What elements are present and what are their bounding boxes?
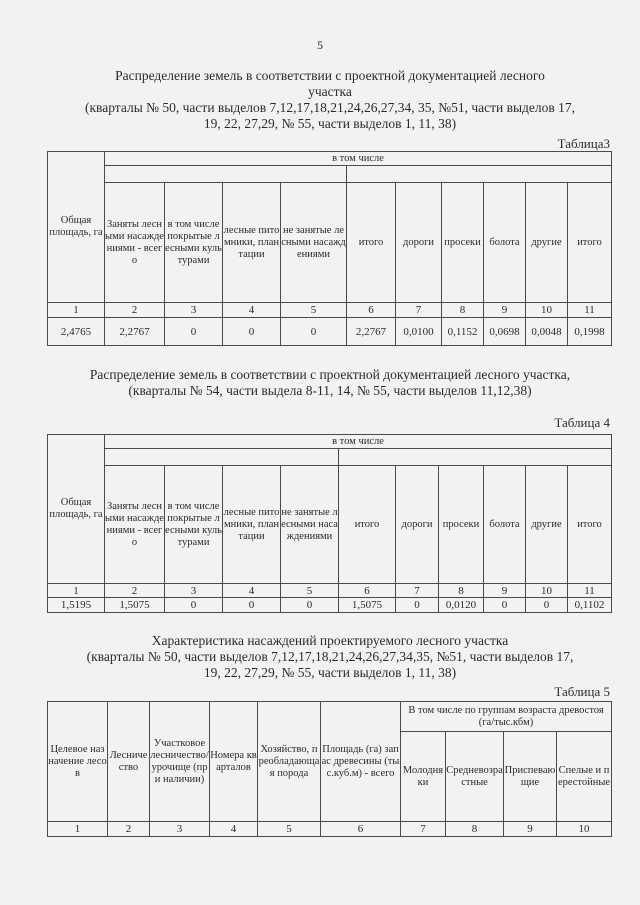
col-purpose: Целевое назначение лесов [48, 702, 108, 822]
table3 [47, 151, 612, 346]
col-forested: Заняты лесными насаждениями - всего [105, 183, 165, 303]
table3-label: Таблица3 [557, 136, 610, 151]
col-unforested: не занятые лесными насаждениями [281, 466, 339, 584]
col-young: Молодняки [401, 732, 446, 822]
col-forest-cultures: в том числе покрытые лесными культурами [165, 183, 223, 303]
col-nurseries: лесные питомники, плантации [223, 466, 281, 584]
header-total-area: Общая площадь, га [48, 152, 105, 303]
col-swamps: болота [484, 466, 526, 584]
col-forestry: Лесничество [108, 702, 150, 822]
header-total-area: Общая площадь, га [48, 435, 105, 584]
col-nurseries: лесные питомники, плантации [223, 183, 281, 303]
col-unforested: не занятые лесными насаждениями [281, 183, 347, 303]
col-other: другие [526, 183, 568, 303]
col-swamps: болота [484, 183, 526, 303]
column-numbers-row: 1 2 3 4 5 6 7 8 9 10 11 [48, 584, 612, 598]
col-ripening: Приспевающие [504, 732, 557, 822]
col-middle-aged: Средневозрастные [446, 732, 504, 822]
table5 [47, 701, 612, 837]
section3-title: Характеристика насаждений проектируемого лесного участка (кварталы № 50, части выделов 7,12,17,18,21,24,26,27,34,35, №51, части выделов 17, 19, 22, 27,29, № 55, части выделов 1, 11, 38) [86, 633, 574, 680]
col-clearings: просеки [442, 183, 484, 303]
header-age-groups: В том числе по группам возраста древостоя (га/тыс.кбм) [401, 702, 612, 732]
col-area-stock: Площадь (га) запас древесины (тыс.куб.м) - всего [321, 702, 401, 822]
table5-label: Таблица 5 [554, 684, 610, 699]
col-total-nonforest: итого [568, 466, 612, 584]
header-including: в том числе [105, 152, 612, 166]
header-including: в том числе [105, 435, 612, 449]
col-total-forest: итого [339, 466, 396, 584]
col-clearings: просеки [439, 466, 484, 584]
section1-title: Распределение земель в соответствии с проектной документацией лесного участка (кварталы № 50, части выделов 7,12,17,18,21,24,26,27,34, 35, №51, части выделов 17, 19, 22, 27,29, № 55, части выделов 1, 11, 38) [84, 68, 576, 131]
col-forested: Заняты лесными насаждениями - всего [105, 466, 165, 584]
col-other: другие [526, 466, 568, 584]
col-forest-cultures: в том числе покрытые лесными культурами [165, 466, 223, 584]
column-numbers-row: 1 2 3 4 5 6 7 8 9 10 11 [48, 303, 612, 318]
table4-label: Таблица 4 [554, 415, 610, 430]
column-numbers-row: 1 2 3 4 5 6 7 8 9 10 [48, 822, 612, 837]
col-roads: дороги [396, 183, 442, 303]
col-total-nonforest: итого [568, 183, 612, 303]
table-row: 2,4765 2,2767 0 0 0 2,2767 0,0100 0,1152 0,0698 0,0048 0,1998 [48, 318, 612, 346]
table-row: 1,5195 1,5075 0 0 0 1,5075 0 0,0120 0 0 0,1102 [48, 598, 612, 613]
col-dominant-species: Хозяйство, преобладающая порода [258, 702, 321, 822]
col-roads: дороги [396, 466, 439, 584]
page-number: 5 [317, 38, 323, 52]
section2-title: Распределение земель в соответствии с проектной документацией лесного участка, (кварталы № 54, части выдела 8-11, 14, № 55, части выделов 11,12,38) [89, 367, 571, 398]
col-total-forest: итого [347, 183, 396, 303]
col-district-forestry: Участковое лесничество/урочище (при наличии) [150, 702, 210, 822]
table4 [47, 434, 612, 613]
col-mature: Спелые и перестойные [557, 732, 612, 822]
col-quarters: Номера кварталов [210, 702, 258, 822]
